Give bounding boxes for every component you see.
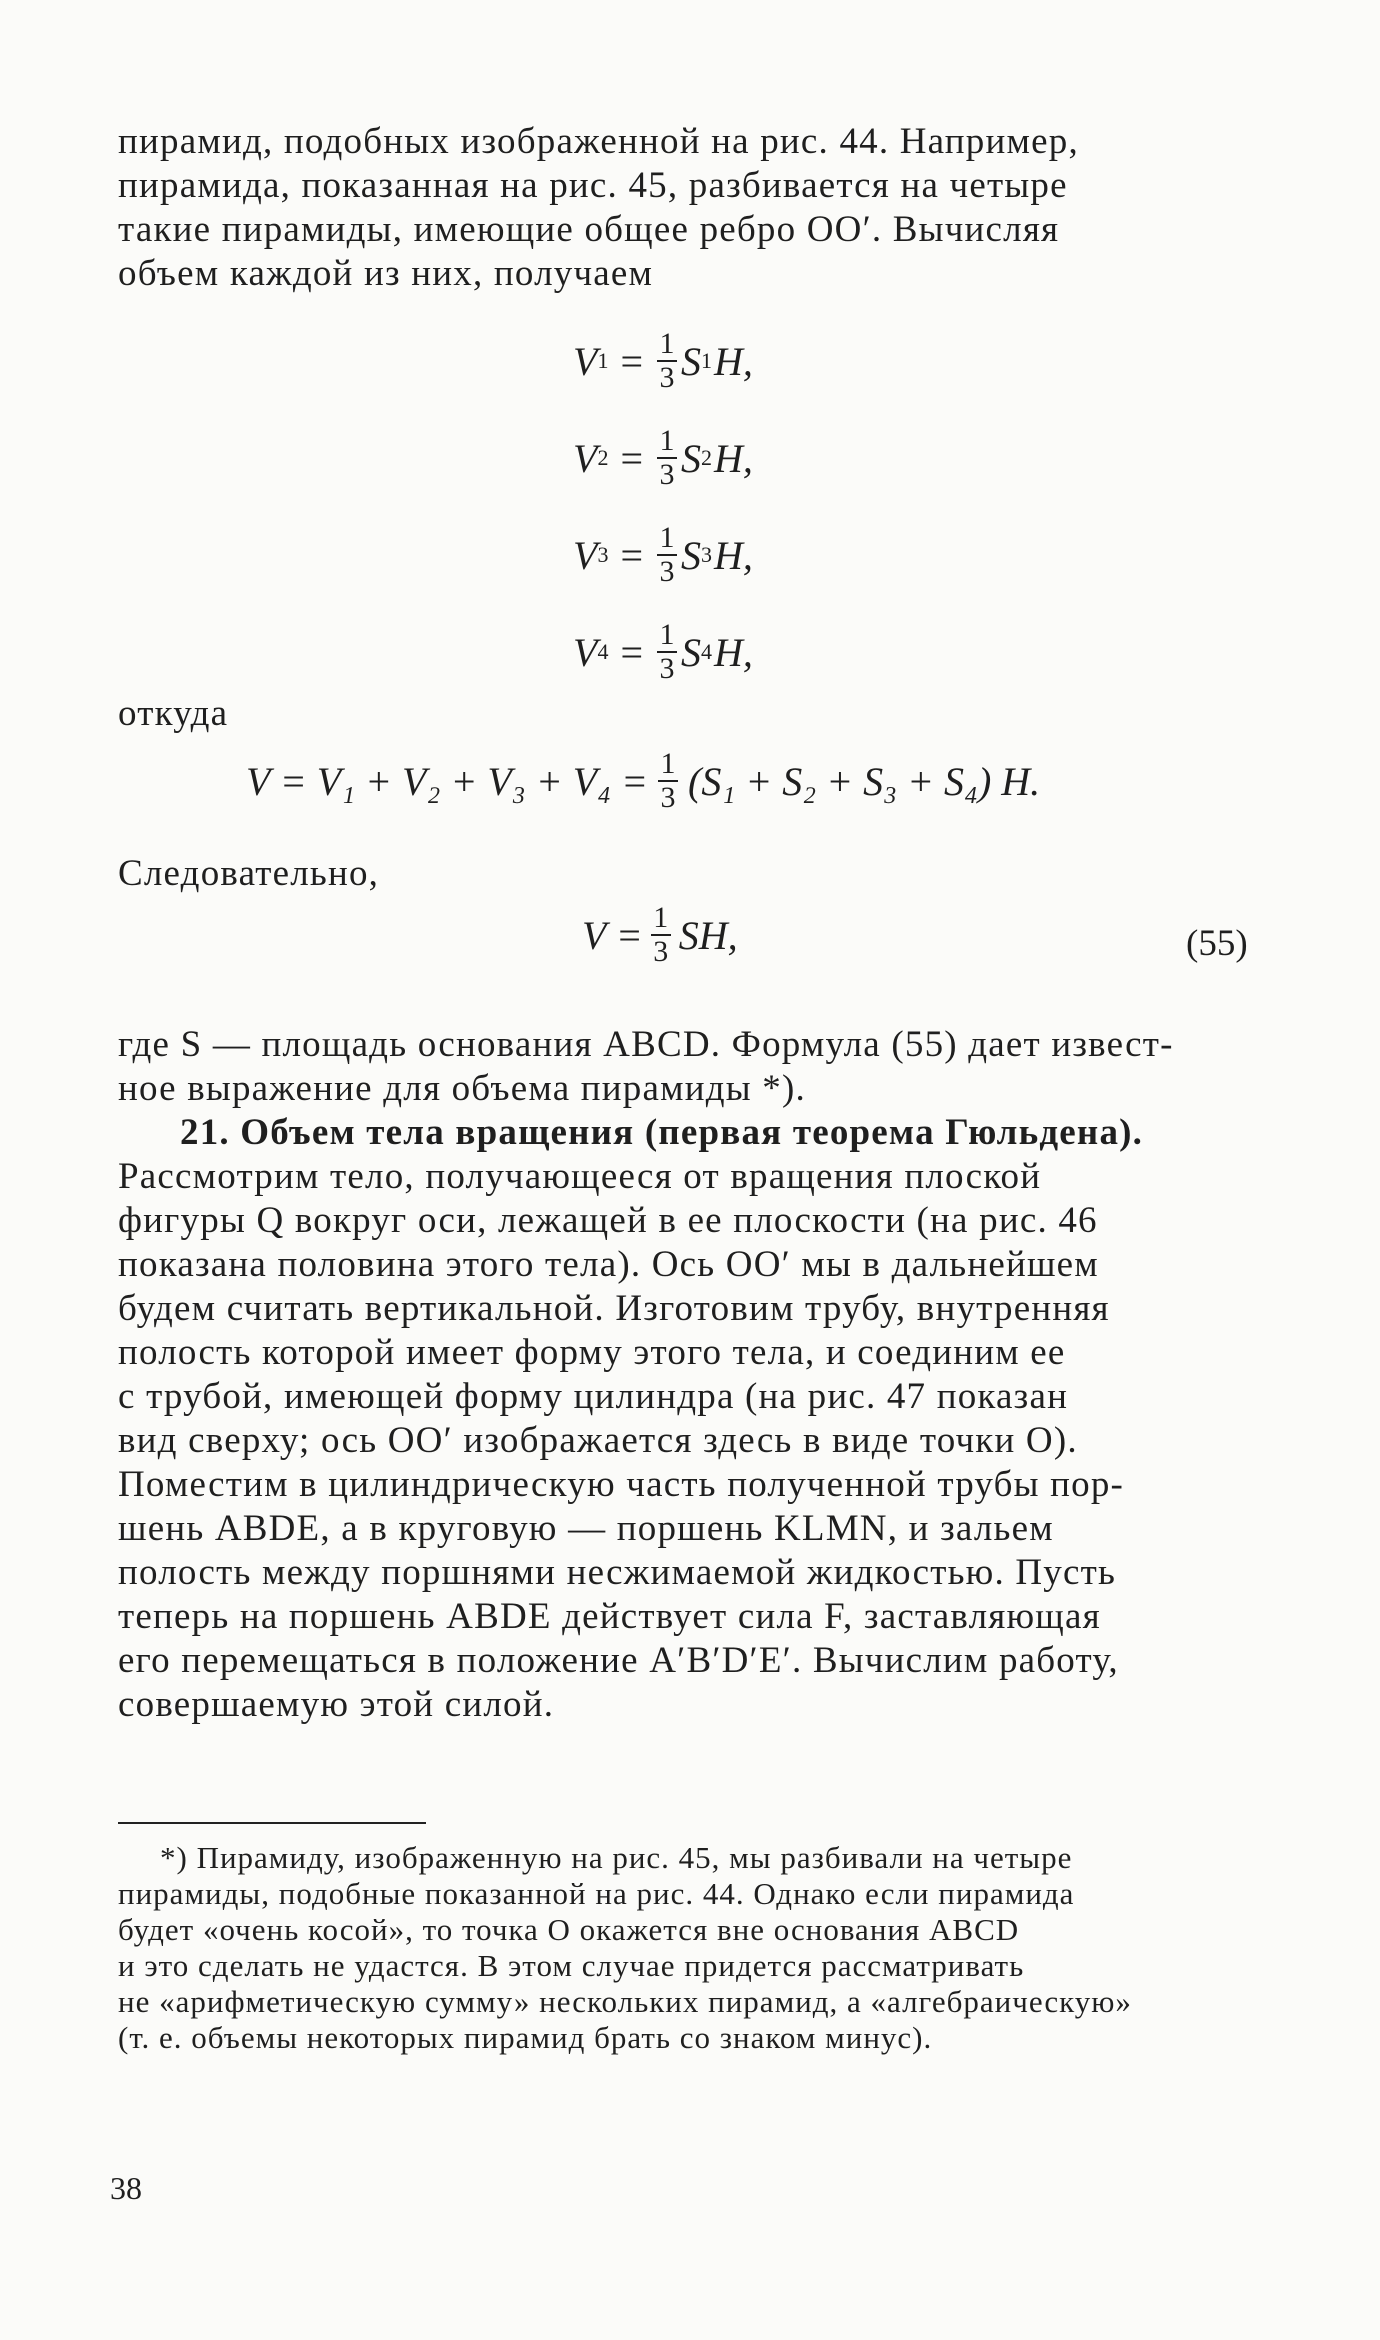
text-line: объем каждой из них, получаем — [118, 253, 654, 294]
final-formula: V = $\frac{1}{3}$ SH, — [582, 901, 738, 968]
text-line: такие пирамиды, имеющие общее ребро OO′. Вычисляя — [118, 209, 1060, 250]
footnote-line: не «арифметическую сумму» нескольких пирамид, а «алгебраическую» — [118, 1984, 1132, 2019]
footnote-line: *) Пирамиду, изображенную на рис. 45, мы разбивали на четыре — [160, 1840, 1073, 1875]
footnote-line: будет «очень косой», то точка O окажется вне основания ABCD — [118, 1912, 1020, 1947]
footnote-rule — [118, 1822, 426, 1824]
text-line: теперь на поршень ABDE действует сила F, заставляющая — [118, 1596, 1101, 1637]
text-line: его перемещаться в положение A′B′D′E′. Вычислим работу, — [118, 1640, 1119, 1681]
sum-formula: V = V₁ + V₂ + V₃ + V₄ = $\frac{1}{3}$ (S₁ + S₂ + S₃ + S₄) H. — [246, 747, 1041, 814]
text-line: полость которой имеет форму этого тела, и соединим ее — [118, 1332, 1066, 1373]
word-sledovatelno: Следовательно, — [118, 853, 380, 894]
text-line: пирамид, подобных изображенной на рис. 44. Например, — [118, 121, 1079, 162]
text-line: шень ABDE, а в круговую — поршень KLMN, и зальем — [118, 1508, 1054, 1549]
word-otkuda: откуда — [118, 693, 229, 734]
equation-number: (55) — [1186, 923, 1248, 964]
footnote — [118, 1840, 1268, 2056]
equation-v2: V 2 = $\frac{1}{3}$ S 2 H, — [573, 424, 753, 491]
footnote-line: пирамиды, подобные показанной на рис. 44. Однако если пирамида — [118, 1876, 1075, 1911]
text-line: Рассмотрим тело, получающееся от вращения плоской — [118, 1156, 1042, 1197]
page-number: 38 — [110, 2170, 142, 2206]
definition-paragraph — [118, 1023, 1268, 1111]
equation-v4: V 4 = $\frac{1}{3}$ S 4 H, — [573, 618, 753, 685]
intro-paragraph — [118, 120, 1268, 296]
text-line: будем считать вертикальной. Изготовим трубу, внутренняя — [118, 1288, 1110, 1329]
text-line: пирамида, показанная на рис. 45, разбивается на четыре — [118, 165, 1068, 206]
text-line: Поместим в цилиндрическую часть полученной трубы пор- — [118, 1464, 1125, 1505]
text-line: где S — площадь основания ABCD. Формула (55) дает извест- — [118, 1024, 1174, 1065]
section-heading: 21. Объем тела вращения (первая теорема Гюльдена). — [180, 1112, 1144, 1153]
equation-v3: V 3 = $\frac{1}{3}$ S 3 H, — [573, 521, 753, 588]
footnote-line: и это сделать не удастся. В этом случае придется рассматривать — [118, 1948, 1025, 1983]
text-line: совершаемую этой силой. — [118, 1684, 555, 1725]
text-line: вид сверху; ось OO′ изображается здесь в виде точки O). — [118, 1420, 1078, 1461]
section-21 — [118, 1111, 1268, 1727]
footnote-line: (т. е. объемы некоторых пирамид брать со знаком минус). — [118, 2020, 933, 2055]
text-line: ное выражение для объема пирамиды *). — [118, 1068, 806, 1109]
equation-v1: V 1 = $\frac{1}{3}$ S 1 H, — [573, 327, 753, 394]
text-line: с трубой, имеющей форму цилиндра (на рис. 47 показан — [118, 1376, 1069, 1417]
text-line: показана половина этого тела). Ось OO′ мы в дальнейшем — [118, 1244, 1099, 1285]
text-line: фигуры Q вокруг оси, лежащей в ее плоскости (на рис. 46 — [118, 1200, 1098, 1241]
text-line: полость между поршнями несжимаемой жидкостью. Пусть — [118, 1552, 1117, 1593]
